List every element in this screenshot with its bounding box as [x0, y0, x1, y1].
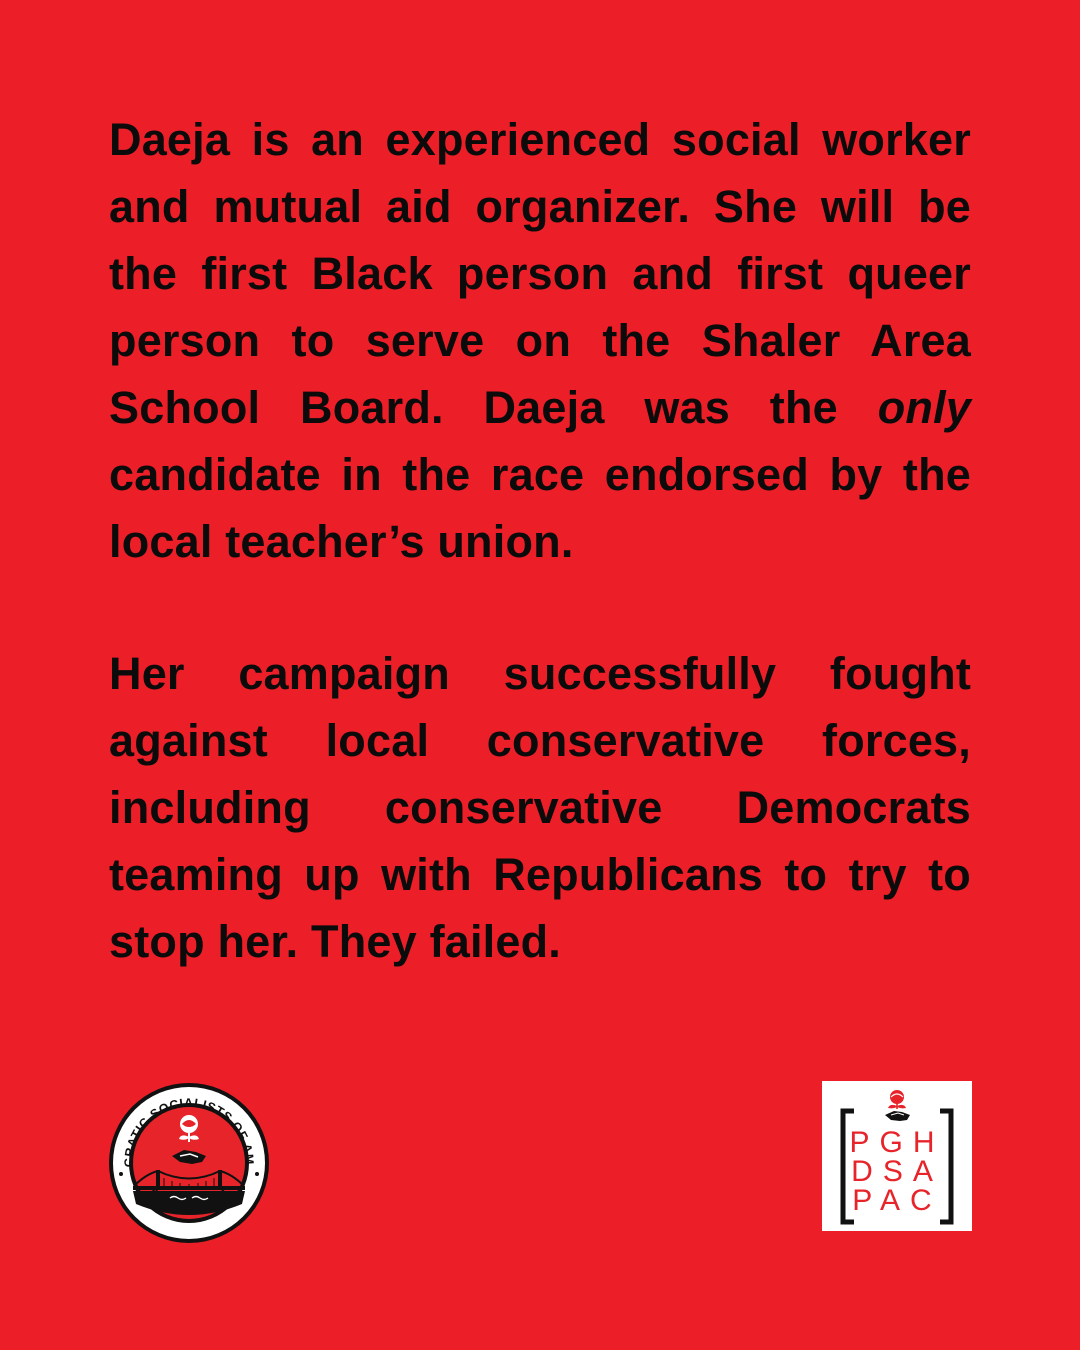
pac-line-pgh: PGH [849, 1126, 945, 1159]
pac-logo-graphic [822, 1081, 972, 1231]
pgh-dsa-pac-logo [822, 1081, 972, 1231]
dsa-pittsburgh-logo [108, 1082, 270, 1244]
pac-line-pac: PAC [852, 1184, 942, 1217]
paragraph-bio-text: Daeja is an experienced social worker and mutual aid organizer. She will be the first Black person and first queer person to serve on the Shaler Area School Board. Daeja was the [109, 114, 971, 433]
rose-icon [179, 1115, 199, 1142]
paragraph-campaign: Her campaign successfully fought against local conservative forces, including conservative Democrats teaming up with Republicans to try to stop her. They failed. [109, 648, 971, 967]
paragraph-bio-text-end: candidate in the race endorsed by the local teacher’s union. [109, 449, 971, 567]
dsa-pittsburgh-seal [108, 1082, 270, 1244]
rose-icon [888, 1090, 906, 1109]
seal-ring-top-text: CRATIC SOCIALISTS OF AM [121, 1095, 257, 1168]
handshake-icon [885, 1111, 910, 1121]
paragraph-bio [109, 106, 971, 575]
pac-line-dsa: DSA [851, 1155, 943, 1188]
emphasis-only: only [877, 382, 971, 433]
